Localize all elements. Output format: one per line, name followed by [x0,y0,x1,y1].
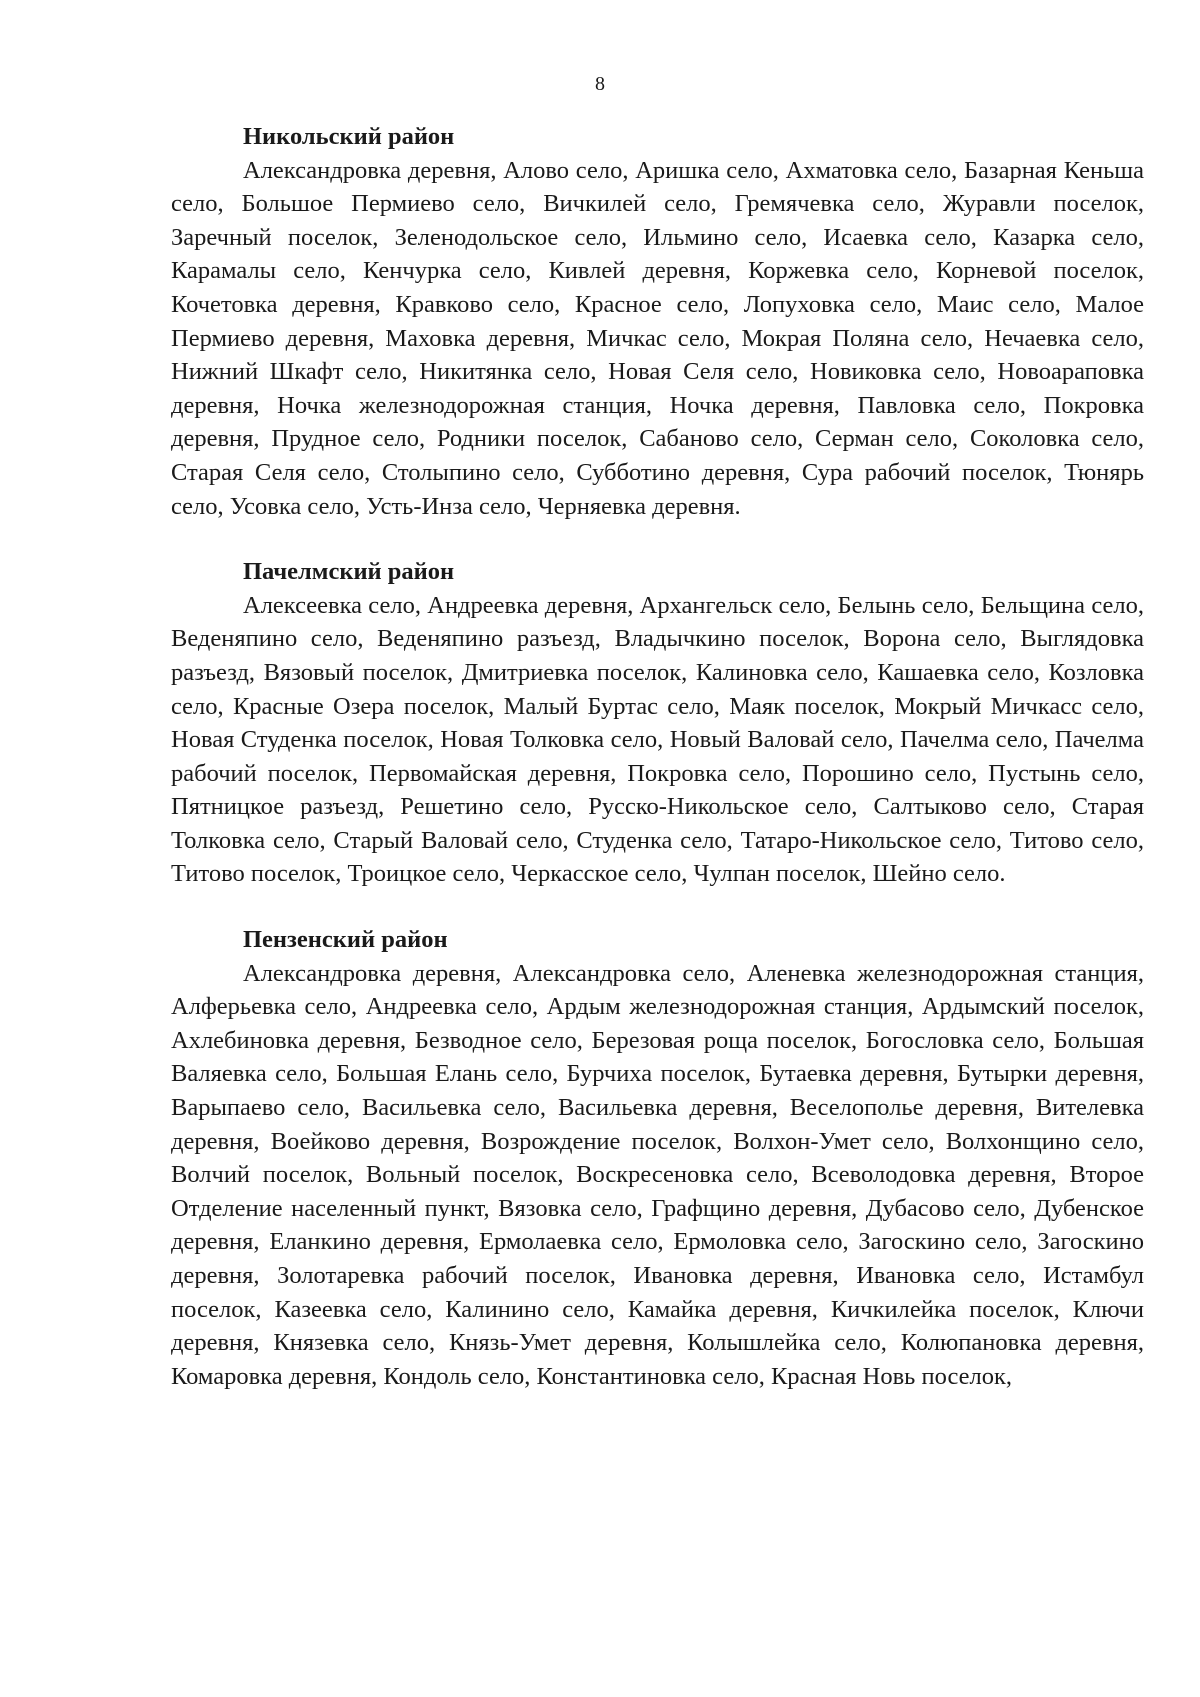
section-penzensky [171,923,1144,1393]
section-title: Пензенский район [243,926,448,954]
section-title: Пачелмский район [243,558,455,586]
document-content [171,120,1144,1425]
section-title: Никольский район [243,123,455,150]
section-text: Алексеевка село, Андреевка деревня, Архангельск село, Белынь село, Бельщина село, Веденяпино село, Веденяпино разъезд, Владычкино поселок, Ворона село, Выглядовка разъезд, Вязовый поселок, Дмитриевка поселок, Калиновка село, Кашаевка село, Козловка село, Красные Озера поселок, Малый Буртас село, Маяк поселок, Мокрый Мичкасс село, Новая Студенка поселок, Новая Толковка село, Новый Валовай село, Пачелма село, Пачелма рабочий поселок, Первомайская деревня, Покровка село, Порошино село, Пустынь село, Пятницкое разъезд, Решетино село, Русско-Никольское село, Салтыково село, Старая Толковка село, Старый Валовай село, Студенка село, Татаро-Никольское село, Титово село, Титово поселок, Троицкое село, Черкасское село, Чулпан поселок, Шейно село. [171,591,1144,888]
page-number: 8 [595,73,605,95]
section-nikolsky [171,120,1144,523]
section-text: Александровка деревня, Александровка село, Аленевка железнодорожная станция, Алферьевка село, Андреевка село, Ардым железнодорожная станция, Ардымский поселок, Ахлебиновка деревня, Безводное село, Березовая роща поселок, Богословка село, Большая Валяевка село, Большая Елань село, Бурчиха поселок, Бутаевка деревня, Бутырки деревня, Варыпаево село, Васильевка село, Васильевка деревня, Веселополье деревня, Вителевка деревня, Воейково деревня, Возрождение поселок, Волхон-Умет село, Волхонщино село, Волчий поселок, Вольный поселок, Воскресеновка село, Всеволодовка деревня, Второе Отделение населенный пункт, Вязовка село, Графщино деревня, Дубасово село, Дубенское деревня, Еланкино деревня, Ермолаевка село, Ермоловка село, Загоскино село, Загоскино деревня, Золотаревка рабочий поселок, Ивановка деревня, Ивановка село, Истамбул поселок, Казеевка село, Калинино село, Камайка деревня, Кичкилейка поселок, Ключи деревня, Князевка село, Князь-Умет деревня, Колышлейка село, Колюпановка деревня, Комаровка деревня, Кондоль село, Константиновка село, Красная Новь поселок, [171,959,1144,1390]
section-text: Александровка деревня, Алово село, Аришка село, Ахматовка село, Базарная Кеньша село, Большое Пермиево село, Вичкилей село, Гремячевка село, Журавли поселок, Заречный поселок, Зеленодольское село, Ильмино село, Исаевка село, Казарка село, Карамалы село, Кенчурка село, Кивлей деревня, Коржевка село, Корневой поселок, Кочетовка деревня, Кравково село, Красное село, Лопуховка село, Маис село, Малое Пермиево деревня, Маховка деревня, Мичкас село, Мокрая Поляна село, Нечаевка село, Нижний Шкафт село, Никитянка село, Новая Селя село, Новиковка село, Новоараповка деревня, Ночка железнодорожная станция, Ночка деревня, Павловка село, Покровка деревня, Прудное село, Родники поселок, Сабаново село, Серман село, Соколовка село, Старая Селя село, Столыпино село, Субботино деревня, Сура рабочий поселок, Тюнярь село, Усовка село, Усть-Инза село, Черняевка деревня. [171,156,1144,520]
section-pachelmsky [171,555,1144,891]
